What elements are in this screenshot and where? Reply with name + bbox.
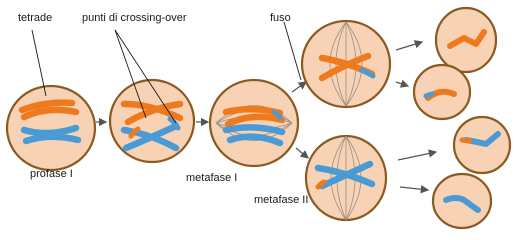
arrow-right-icon [296, 148, 308, 158]
daughter-cell-1 [436, 8, 496, 72]
daughter-cell-4 [433, 174, 491, 228]
label-profase-1: profase I [30, 168, 73, 180]
label-metafase-2: metafase II [254, 194, 309, 206]
label-crossing-over-points: punti di crossing-over [82, 12, 187, 24]
cell-metafase-2-lower [306, 136, 386, 220]
arrow-right-icon [398, 152, 436, 160]
label-tetrade: tetrade [18, 12, 53, 24]
label-fuso: fuso [270, 12, 291, 24]
fuso-pointer [284, 22, 301, 80]
tetrade-pointer [32, 30, 46, 96]
cell-profase-1 [7, 86, 95, 170]
arrow-right-icon [396, 42, 422, 50]
arrow-right-icon [400, 187, 428, 190]
label-metafase-1: metafase I [186, 172, 238, 184]
cell-metafase-1 [210, 80, 298, 166]
arrow-right-icon [292, 82, 306, 92]
cell-metafase-2-upper [302, 21, 390, 107]
cell-crossing-over [110, 80, 194, 162]
daughter-cell-2 [414, 65, 470, 119]
arrow-right-icon [396, 82, 408, 86]
daughter-cell-3 [454, 117, 510, 173]
